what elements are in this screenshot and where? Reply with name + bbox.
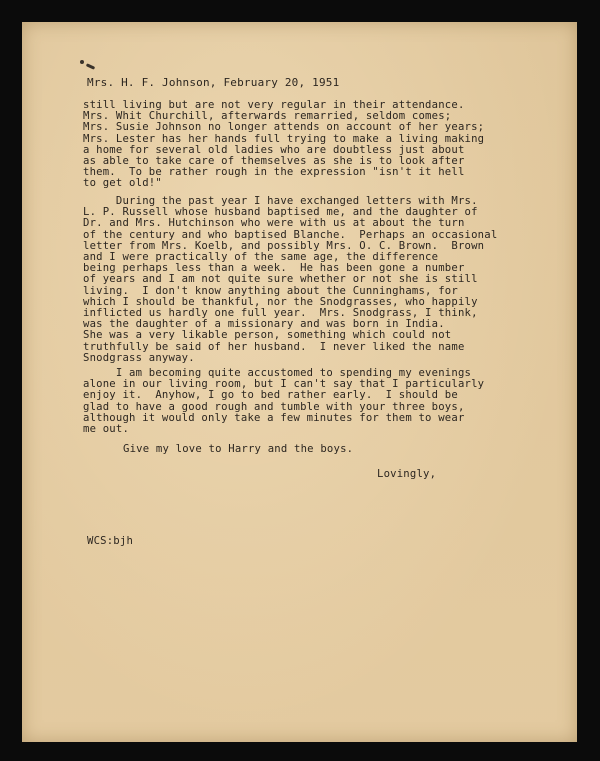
text-line: and I were practically of the same age, the difference bbox=[83, 251, 439, 264]
ink-mark bbox=[80, 60, 96, 72]
text-line: me out. bbox=[83, 423, 130, 436]
text-line: living. I don't know anything about the Cunninghams, for bbox=[83, 284, 458, 297]
text-line: being perhaps less than a week. He has been gone a number bbox=[83, 262, 465, 275]
text-line: of years and I am not quite sure whether or not she is still bbox=[83, 273, 478, 286]
text-line: glad to have a good rough and tumble with your three boys, bbox=[83, 400, 465, 413]
text-line: L. P. Russell whose husband baptised me, and the daughter of bbox=[83, 206, 478, 219]
text-line: still living but are not very regular in their attendance. bbox=[83, 99, 465, 111]
text-line: truthfully be said of her husband. I never liked the name bbox=[83, 340, 465, 353]
text-line: alone in our living room, but I can't say that I particularly bbox=[83, 378, 485, 391]
text-line: I am becoming quite accustomed to spending my evenings bbox=[83, 367, 472, 379]
text-line: them. To be rather rough in the expression "isn't it hell bbox=[83, 166, 465, 179]
text-line: which I should be thankful, nor the Snodgrasses, who happily bbox=[83, 295, 478, 308]
closing-salutation: Lovingly, bbox=[377, 468, 437, 480]
text-line: enjoy it. Anyhow, I go to bed rather early. I should be bbox=[83, 389, 458, 402]
text-line: as able to take care of themselves as she is to look after bbox=[83, 155, 465, 168]
letter-page bbox=[22, 22, 577, 742]
text-line: a home for several old ladies who are doubtless just about bbox=[83, 143, 465, 156]
text-line: letter from Mrs. Koelb, and possibly Mrs. O. C. Brown. Brown bbox=[83, 239, 485, 252]
text-line: Mrs. Lester has her hands full trying to make a living making bbox=[83, 132, 485, 145]
typist-initials: WCS:bjh bbox=[87, 535, 134, 547]
paragraph-1 bbox=[83, 100, 484, 190]
text-line: of the century and who baptised Blanche. Perhaps an occasional bbox=[83, 228, 498, 241]
text-line: She was a very likable person, something which could not bbox=[83, 329, 452, 342]
paragraph-3 bbox=[83, 368, 484, 435]
letter-heading: Mrs. H. F. Johnson, February 20, 1951 bbox=[87, 76, 340, 89]
text-line: inflicted us hardly one full year. Mrs. Snodgrass, I think, bbox=[83, 307, 478, 320]
text-line: Dr. and Mrs. Hutchinson who were with us at about the turn bbox=[83, 217, 465, 230]
text-line: Mrs. Whit Churchill, afterwards remarried, seldom comes; bbox=[83, 110, 452, 123]
text-line: During the past year I have exchanged letters with Mrs. bbox=[83, 195, 478, 207]
text-line: was the daughter of a missionary and was born in India. bbox=[83, 318, 445, 331]
text-line: Mrs. Susie Johnson no longer attends on account of her years; bbox=[83, 121, 485, 134]
paragraph-2 bbox=[83, 196, 497, 364]
text-line: to get old!" bbox=[83, 177, 162, 190]
text-line: Snodgrass anyway. bbox=[83, 351, 195, 364]
text-line: although it would only take a few minutes for them to wear bbox=[83, 411, 465, 424]
paragraph-4: Give my love to Harry and the boys. bbox=[123, 443, 354, 455]
